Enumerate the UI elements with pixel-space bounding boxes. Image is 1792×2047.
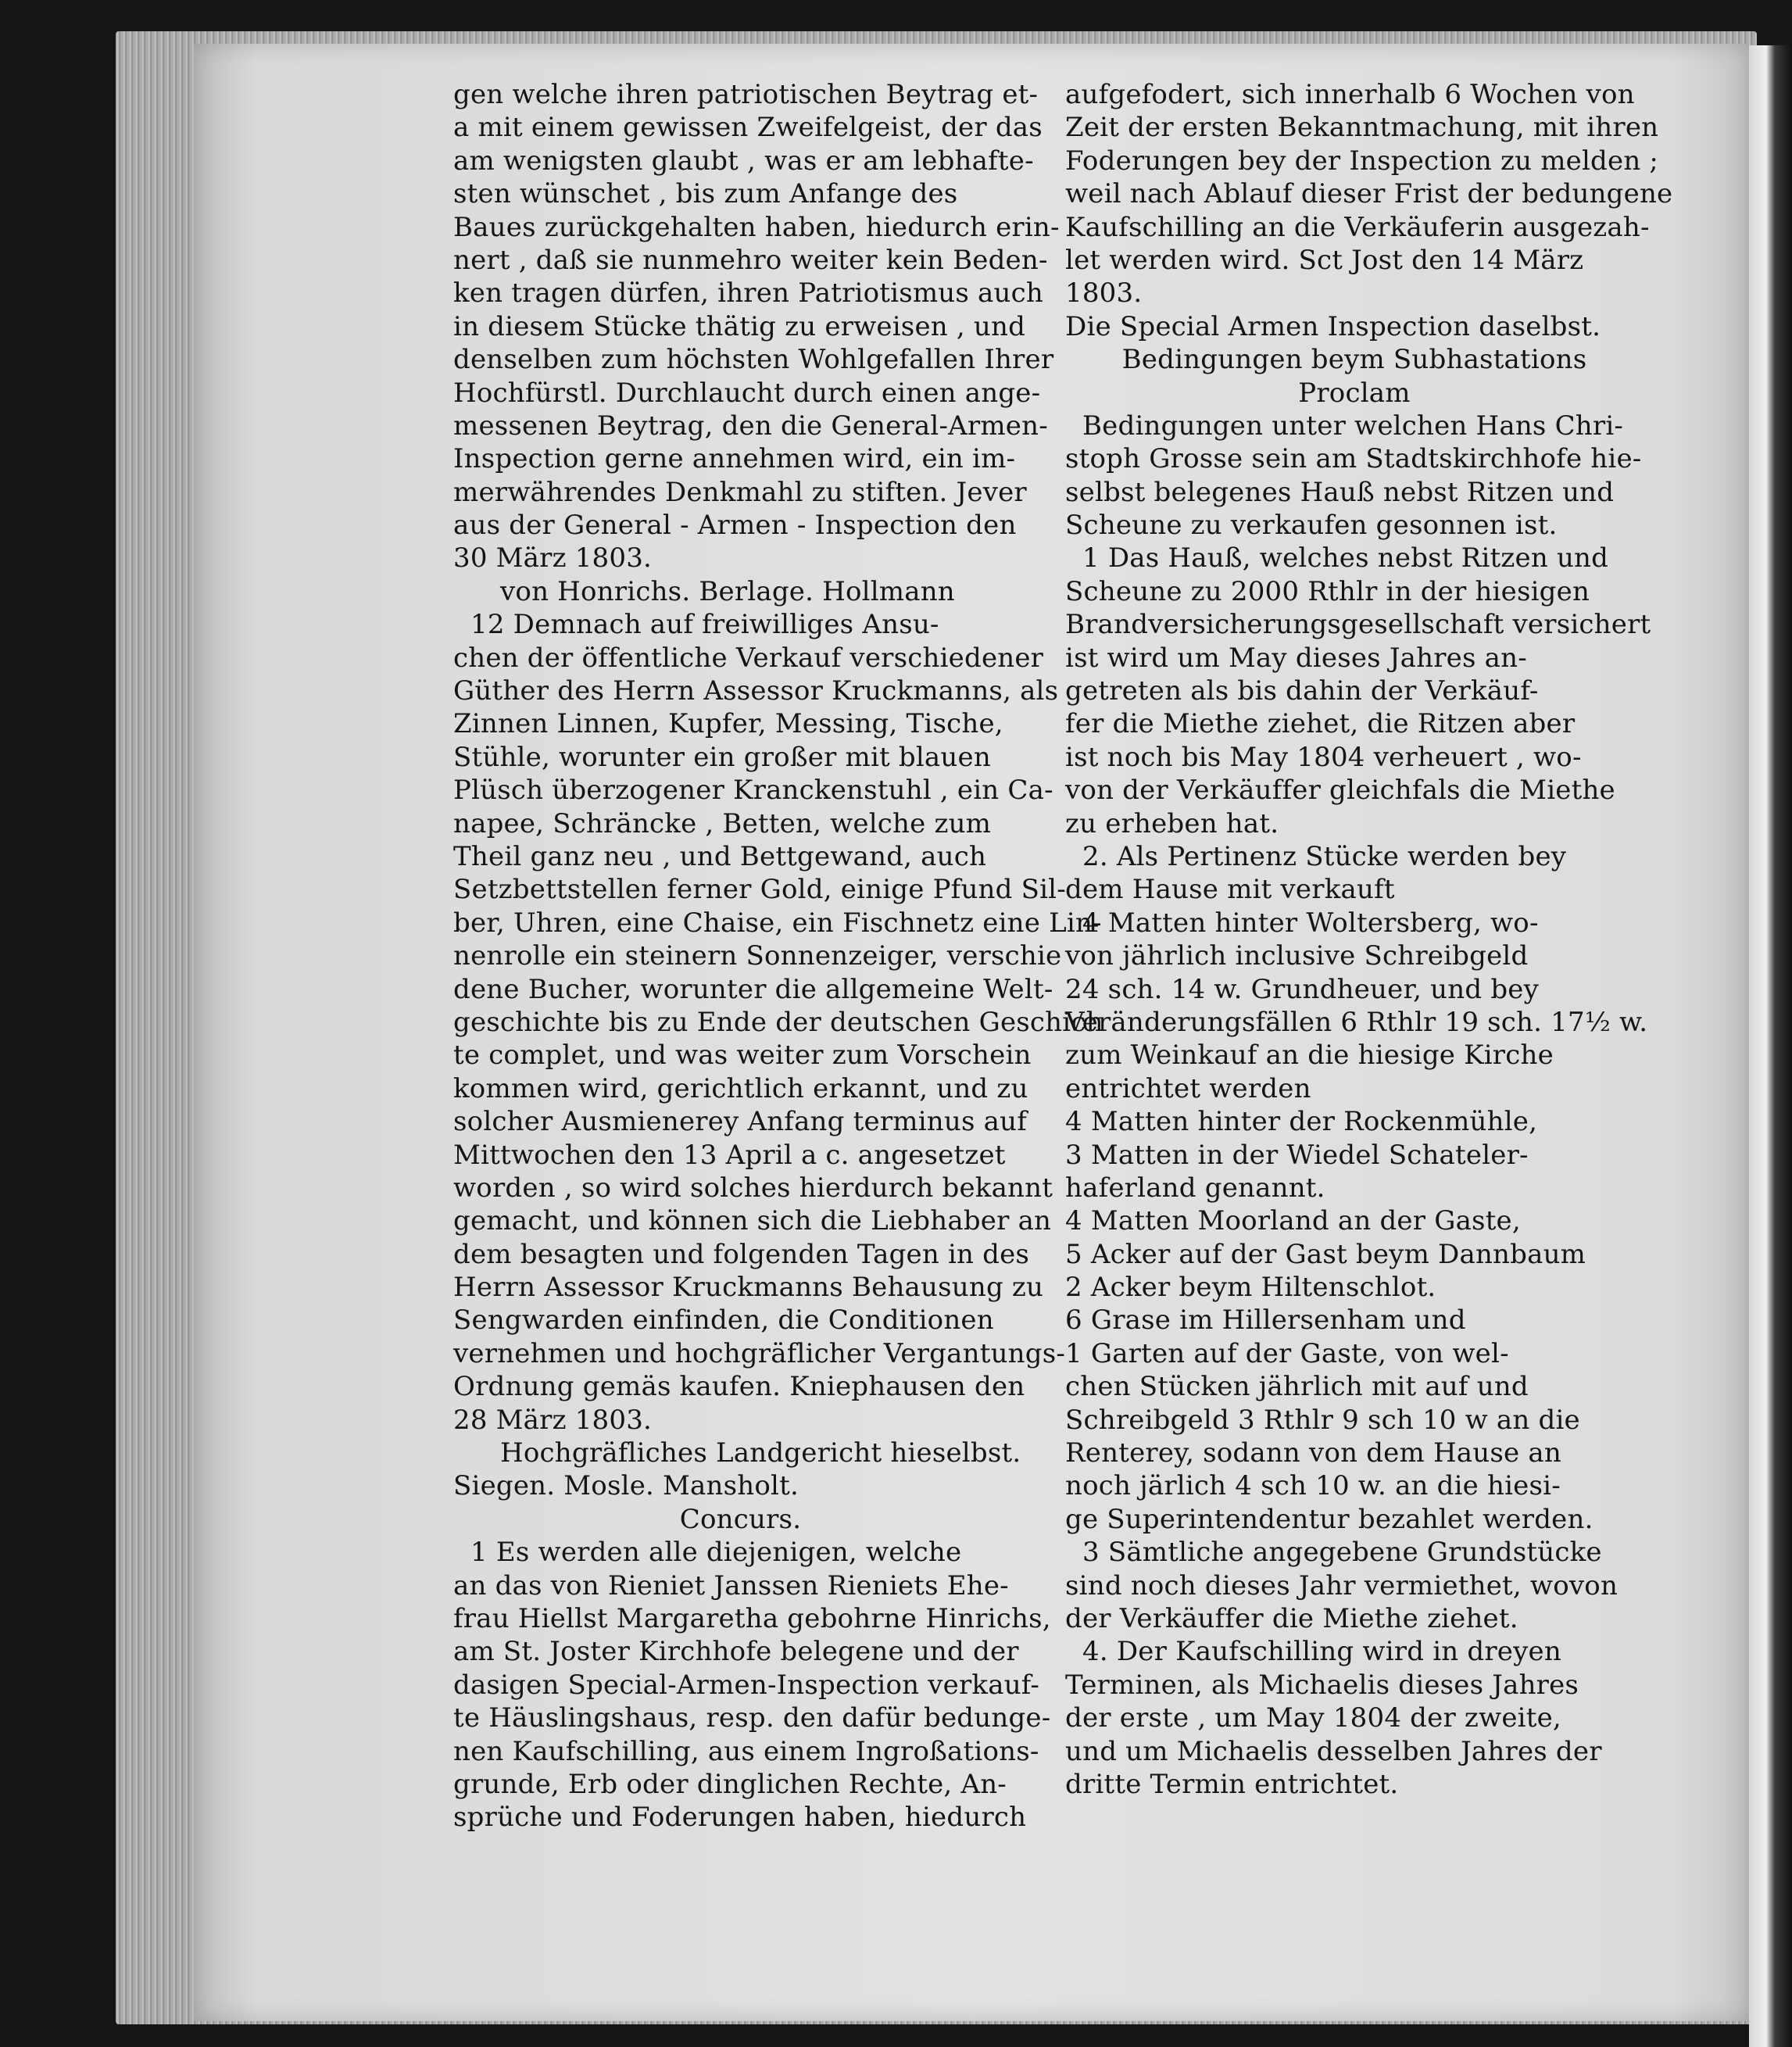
- text-line: kommen wird, gerichtlich erkannt, und zu: [453, 1072, 1028, 1104]
- text-line: Stühle, worunter ein großer mit blauen: [453, 741, 991, 773]
- text-line: dene Bucher, worunter die allgemeine Welt-: [453, 973, 1053, 1005]
- text-line: Herrn Assessor Kruckmanns Behausung zu: [453, 1272, 1044, 1304]
- text-line: 1 Es werden alle diejenigen, welche: [470, 1537, 962, 1569]
- text-line: let werden wird. Sct Jost den 14 März: [1065, 244, 1584, 276]
- text-line: 5 Acker auf der Gast beym Dannbaum: [1065, 1238, 1586, 1270]
- section-heading: Proclam: [1298, 377, 1411, 409]
- text-line: getreten als bis dahin der Verkäuf-: [1065, 675, 1539, 707]
- text-line: worden , so wird solches hierdurch bekannt: [453, 1172, 1053, 1204]
- text-line: Baues zurückgehalten haben, hiedurch erin-: [453, 211, 1060, 243]
- text-line: 12 Demnach auf freiwilliges Ansu-: [470, 609, 939, 641]
- text-line: Foderungen bey der Inspection zu melden ;: [1065, 145, 1659, 177]
- text-line: zu erheben hat.: [1065, 807, 1279, 839]
- book-spine: [1749, 45, 1792, 2047]
- text-line: Theil ganz neu , und Bettgewand, auch: [453, 840, 987, 872]
- text-line: te Häuslingshaus, resp. den dafür bedunge-: [453, 1702, 1051, 1734]
- text-line: nen Kaufschilling, aus einem Ingroßations-: [453, 1735, 1039, 1767]
- text-line: der erste , um May 1804 der zweite,: [1065, 1702, 1561, 1734]
- text-line: frau Hiellst Margaretha gebohrne Hinrichs,: [453, 1602, 1051, 1634]
- section-heading: Bedingungen beym Subhastations: [1121, 344, 1587, 376]
- text-line: Zeit der ersten Bekanntmachung, mit ihren: [1065, 112, 1659, 144]
- text-line: an das von Rieniet Janssen Rieniets Ehe-: [453, 1569, 1009, 1601]
- text-line: dem besagten und folgenden Tagen in des: [453, 1238, 1030, 1270]
- text-line: Schreibgeld 3 Rthlr 9 sch 10 w an die: [1065, 1404, 1580, 1436]
- text-line: dem Hause mit verkauft: [1065, 874, 1395, 906]
- text-line: haferland genannt.: [1065, 1172, 1325, 1204]
- text-line: 1 Das Hauß, welches nebst Ritzen und: [1082, 542, 1609, 574]
- date-line: 30 März 1803.: [453, 542, 653, 574]
- text-line: Renterey, sodann von dem Hause an: [1065, 1437, 1561, 1469]
- text-line: napee, Schräncke , Betten, welche zum: [453, 807, 992, 839]
- text-line: ist noch bis May 1804 verheuert , wo-: [1065, 741, 1582, 773]
- text-line: sind noch dieses Jahr vermiethet, wovon: [1065, 1569, 1619, 1601]
- left-column: [453, 78, 1103, 1834]
- text-line: dritte Termin entrichtet.: [1065, 1768, 1399, 1800]
- text-line: te complet, und was weiter zum Vorschein: [453, 1040, 1032, 1072]
- text-line: denselben zum höchsten Wohlgefallen Ihrer: [453, 344, 1054, 376]
- text-line: 2 Acker beym Hiltenschlot.: [1065, 1272, 1436, 1304]
- text-line: solcher Ausmienerey Anfang terminus auf: [453, 1106, 1027, 1138]
- text-line: aus der General - Armen - Inspection den: [453, 510, 1017, 542]
- text-line: von jährlich inclusive Schreibgeld: [1065, 940, 1529, 972]
- text-line: Inspection gerne annehmen wird, ein im-: [453, 443, 1016, 475]
- text-line: und um Michaelis desselben Jahres der: [1065, 1735, 1602, 1767]
- text-line: chen der öffentliche Verkauf verschiedener: [453, 642, 1044, 674]
- text-line: 3 Sämtliche angegebene Grundstücke: [1082, 1537, 1602, 1569]
- text-line: ist wird um May dieses Jahres an-: [1065, 642, 1527, 674]
- text-line: 4 Matten Moorland an der Gaste,: [1065, 1205, 1521, 1237]
- text-line: Scheune zu verkaufen gesonnen ist.: [1065, 510, 1558, 542]
- text-line: gen welche ihren patriotischen Beytrag et-: [453, 79, 1039, 110]
- text-line: 24 sch. 14 w. Grundheuer, und bey: [1065, 973, 1540, 1005]
- right-column: [1065, 78, 1673, 1801]
- text-line: Hochfürstl. Durchlaucht durch einen ange-: [453, 377, 1041, 409]
- signature-line: Siegen. Mosle. Mansholt.: [453, 1470, 799, 1502]
- text-line: in diesem Stücke thätig zu erweisen , und: [453, 310, 1026, 342]
- signature-line: Hochgräfliches Landgericht hieselbst.: [500, 1437, 1021, 1469]
- text-line: Brandversicherungsgesellschaft versichert: [1065, 609, 1651, 641]
- text-line: weil nach Ablauf dieser Frist der bedungene: [1065, 178, 1673, 210]
- text-line: Plüsch überzogener Kranckenstuhl , ein Ca-: [453, 775, 1053, 807]
- text-line: 1 Garten auf der Gaste, von wel-: [1065, 1337, 1509, 1369]
- text-line: Scheune zu 2000 Rthlr in der hiesigen: [1065, 575, 1590, 607]
- text-line: geschichte bis zu Ende der deutschen Geschich: [453, 1006, 1103, 1038]
- text-line: 4. Der Kaufschilling wird in dreyen: [1082, 1636, 1561, 1668]
- text-line: fer die Miethe ziehet, die Ritzen aber: [1065, 708, 1576, 740]
- text-line: Mittwochen den 13 April a c. angesetzet: [453, 1139, 1006, 1171]
- text-line: Kaufschilling an die Verkäuferin ausgezah-: [1065, 211, 1650, 243]
- text-line: ge Superintendentur bezahlet werden.: [1065, 1503, 1593, 1535]
- text-line: a mit einem gewissen Zweifelgeist, der das: [453, 112, 1043, 144]
- signature-line: von Honrichs. Berlage. Hollmann: [500, 575, 955, 607]
- text-line: vernehmen und hochgräflicher Vergantungs-: [453, 1337, 1066, 1369]
- text-line: grunde, Erb oder dinglichen Rechte, An-: [453, 1768, 1007, 1800]
- text-line: Bedingungen unter welchen Hans Chri-: [1082, 410, 1624, 442]
- text-line: Güther des Herrn Assessor Kruckmanns, als: [453, 675, 1059, 707]
- text-line: sprüche und Foderungen haben, hiedurch: [453, 1802, 1027, 1834]
- text-line: Terminen, als Michaelis dieses Jahres: [1065, 1669, 1579, 1701]
- text-line: messenen Beytrag, den die General-Armen-: [453, 410, 1048, 442]
- text-line: 3 Matten in der Wiedel Schateler-: [1065, 1139, 1529, 1171]
- text-line: 6 Grase im Hillersenham und: [1065, 1304, 1466, 1337]
- text-line: am wenigsten glaubt , was er am lebhafte-: [453, 145, 1034, 177]
- text-line: zum Weinkauf an die hiesige Kirche: [1065, 1040, 1554, 1072]
- text-line: chen Stücken jährlich mit auf und: [1065, 1371, 1529, 1403]
- text-line: Sengwarden einfinden, die Conditionen: [453, 1304, 994, 1337]
- signature-line: Die Special Armen Inspection daselbst.: [1065, 310, 1601, 342]
- text-line: 2. Als Pertinenz Stücke werden bey: [1082, 840, 1567, 872]
- text-line: merwährendes Denkmahl zu stiften. Jever: [453, 476, 1027, 508]
- text-line: am St. Joster Kirchhofe belegene und der: [453, 1636, 1019, 1668]
- text-line: nenrolle ein steinern Sonnenzeiger, verschie: [453, 940, 1062, 972]
- text-line: aufgefodert, sich innerhalb 6 Wochen von: [1065, 79, 1635, 110]
- text-line: Zinnen Linnen, Kupfer, Messing, Tische,: [453, 708, 1003, 740]
- text-line: noch järlich 4 sch 10 w. an die hiesi-: [1065, 1470, 1561, 1502]
- text-line: gemacht, und können sich die Liebhaber an: [453, 1205, 1052, 1237]
- text-line: 4 Matten hinter der Rockenmühle,: [1065, 1106, 1538, 1138]
- section-heading: Concurs.: [679, 1503, 802, 1535]
- text-line: ber, Uhren, eine Chaise, ein Fischnetz eine Lin-: [453, 907, 1102, 939]
- text-line: sten wünschet , bis zum Anfange des: [453, 178, 958, 210]
- date-line: 28 März 1803.: [453, 1404, 653, 1436]
- text-line: dasigen Special-Armen-Inspection verkauf-: [453, 1669, 1040, 1701]
- text-line: Ordnung gemäs kaufen. Kniephausen den: [453, 1371, 1025, 1403]
- text-line: entrichtet werden: [1065, 1072, 1311, 1104]
- text-line: selbst belegenes Hauß nebst Ritzen und: [1065, 476, 1615, 508]
- text-line: 4 Matten hinter Woltersberg, wo-: [1082, 907, 1539, 939]
- text-line: Veränderungsfällen 6 Rthlr 19 sch. 17½ w.: [1065, 1006, 1648, 1038]
- text-line: Setzbettstellen ferner Gold, einige Pfund Sil-: [453, 874, 1066, 906]
- text-line: ken tragen dürfen, ihren Patriotismus auch: [453, 277, 1043, 310]
- text-line: der Verkäuffer die Miethe ziehet.: [1065, 1602, 1518, 1634]
- text-line: stoph Grosse sein am Stadtskirchhofe hie-: [1065, 443, 1642, 475]
- text-line: von der Verkäuffer gleichfals die Miethe: [1065, 775, 1615, 807]
- text-line: nert , daß sie nunmehro weiter kein Beden-: [453, 244, 1048, 276]
- date-line: 1803.: [1065, 277, 1143, 310]
